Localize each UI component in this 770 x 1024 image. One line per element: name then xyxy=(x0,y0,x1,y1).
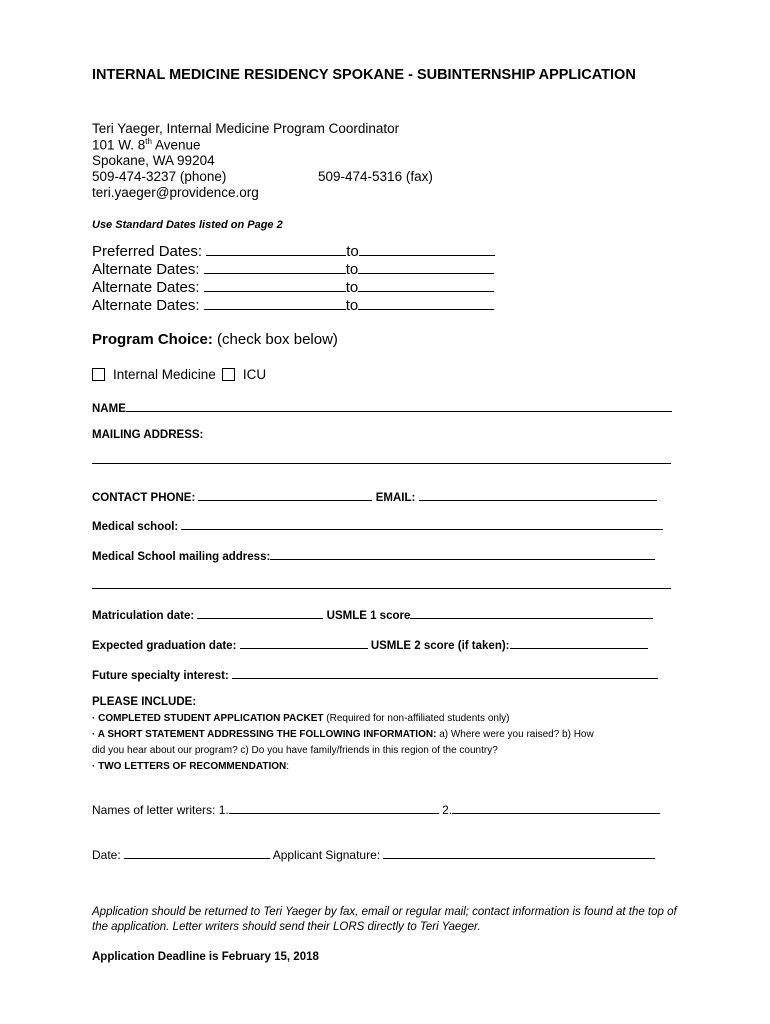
internal-medicine-checkbox[interactable] xyxy=(92,368,105,381)
internal-medicine-label: Internal Medicine xyxy=(113,367,216,382)
date-row: Alternate Dates: to xyxy=(92,259,494,278)
return-instructions: Application should be returned to Teri Yaeger by fax, email or regular mail; contact information is found at the top of the application. Letter writers should send their LORS directly to Teri Yaeger. xyxy=(92,906,677,933)
program-choice-heading: Program Choice: (check box below) xyxy=(92,331,338,348)
medical-school-address-field[interactable] xyxy=(270,548,655,560)
include-item-statement-continued: did you hear about our program? c) Do you have family/friends in this region of the country? xyxy=(92,745,498,756)
contact-email: teri.yaeger@providence.org xyxy=(92,185,259,200)
future-specialty-field[interactable] xyxy=(232,667,658,679)
date-from-field[interactable] xyxy=(204,277,346,292)
date-field[interactable] xyxy=(124,847,270,859)
medical-school-address-row: Medical School mailing address: xyxy=(92,548,655,563)
include-item-letters: · TWO LETTERS OF RECOMMENDATION: xyxy=(92,761,290,772)
mailing-address-field[interactable] xyxy=(92,463,671,464)
icu-label: ICU xyxy=(242,367,267,382)
standard-dates-note: Use Standard Dates listed on Page 2 xyxy=(92,219,283,231)
phone-number: 509-474-3237 (phone) xyxy=(92,169,227,184)
fax-number: 509-474-5316 (fax) xyxy=(318,169,433,184)
medical-school-address-field-2[interactable] xyxy=(92,588,671,589)
matriculation-date-field[interactable] xyxy=(197,607,323,619)
contact-phone-field[interactable] xyxy=(198,489,372,501)
letter-writer-1-field[interactable] xyxy=(229,802,439,814)
name-field[interactable] xyxy=(126,400,672,412)
usmle1-field[interactable] xyxy=(410,607,653,619)
matriculation-row: Matriculation date: USMLE 1 score xyxy=(92,607,653,622)
date-to-field[interactable] xyxy=(359,241,495,256)
date-from-field[interactable] xyxy=(204,259,346,274)
street-address: 101 W. 8th Avenue xyxy=(92,137,201,153)
date-to-field[interactable] xyxy=(358,259,494,274)
graduation-row: Expected graduation date: USMLE 2 score (if taken): xyxy=(92,637,648,652)
email-field[interactable] xyxy=(419,489,657,501)
date-from-field[interactable] xyxy=(204,295,346,310)
usmle2-field[interactable] xyxy=(510,637,648,649)
letter-writer-2-field[interactable] xyxy=(452,802,660,814)
name-row: NAME xyxy=(92,400,672,415)
application-deadline: Application Deadline is February 15, 2018 xyxy=(92,951,319,963)
date-from-field[interactable] xyxy=(206,241,346,256)
date-row: Preferred Dates: to xyxy=(92,241,495,260)
letter-writers-row: Names of letter writers: 1. 2. xyxy=(92,802,660,817)
date-to-field[interactable] xyxy=(358,277,494,292)
signature-row: Date: Applicant Signature: xyxy=(92,847,655,862)
please-include-heading: PLEASE INCLUDE: xyxy=(92,696,197,708)
mailing-address-label: MAILING ADDRESS: xyxy=(92,429,204,441)
medical-school-field[interactable] xyxy=(181,518,663,530)
medical-school-row: Medical school: xyxy=(92,518,663,533)
contact-phone-row: CONTACT PHONE: EMAIL: xyxy=(92,489,657,504)
program-options xyxy=(92,367,266,382)
date-row: Alternate Dates: to xyxy=(92,277,494,296)
include-item-statement: · A SHORT STATEMENT ADDRESSING THE FOLLOWING INFORMATION: a) Where were you raised? b) How xyxy=(92,729,594,740)
coordinator-name: Teri Yaeger, Internal Medicine Program Coordinator xyxy=(92,121,400,136)
icu-checkbox[interactable] xyxy=(222,368,235,381)
include-item-application-packet: · COMPLETED STUDENT APPLICATION PACKET (Required for non-affiliated students only) xyxy=(92,713,510,724)
graduation-date-field[interactable] xyxy=(240,637,368,649)
date-to-field[interactable] xyxy=(358,295,494,310)
applicant-signature-field[interactable] xyxy=(383,847,655,859)
date-row: Alternate Dates: to xyxy=(92,295,494,314)
future-specialty-row: Future specialty interest: xyxy=(92,667,658,682)
city-state-zip: Spokane, WA 99204 xyxy=(92,153,215,168)
form-title: INTERNAL MEDICINE RESIDENCY SPOKANE - SUBINTERNSHIP APPLICATION xyxy=(92,67,636,83)
